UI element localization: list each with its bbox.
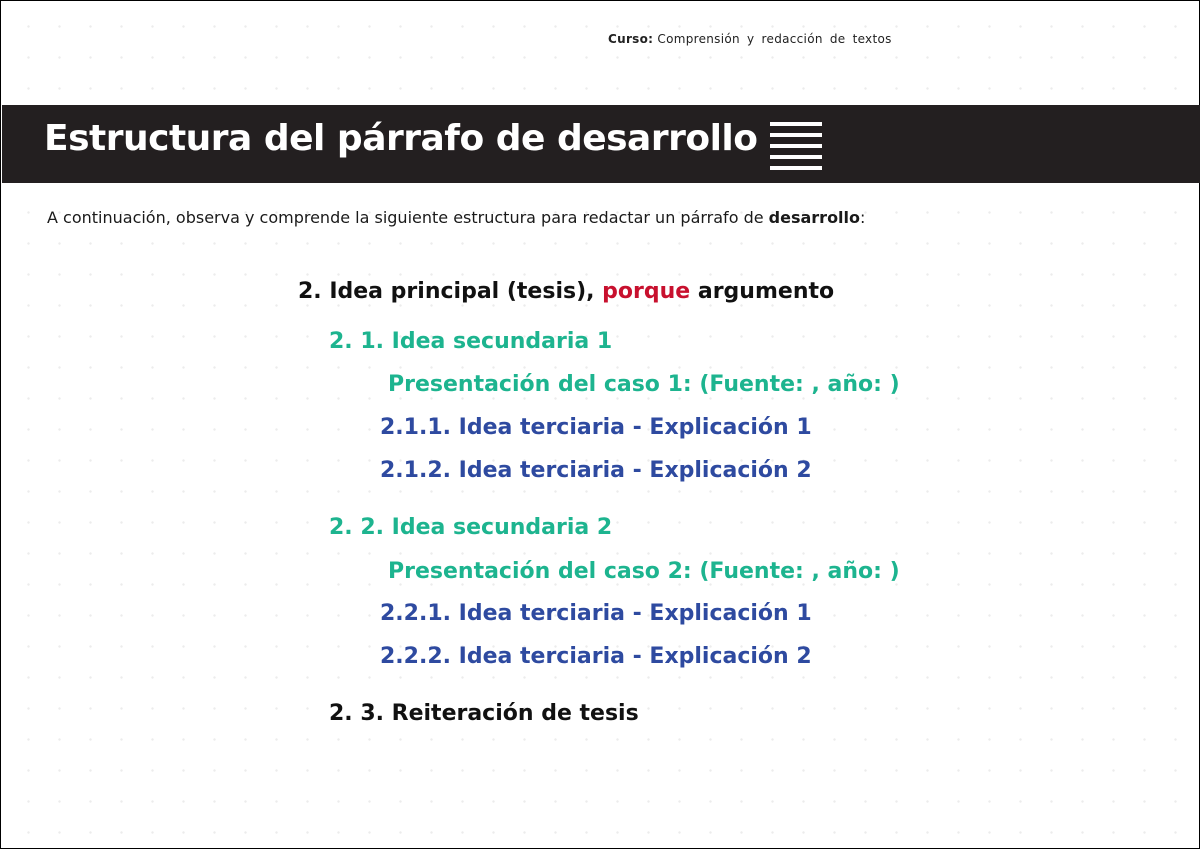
course-label: Curso: [608,32,654,46]
tertiary-idea-2-1: 2.2.1. Idea terciaria - Explicación 1 [380,601,812,626]
intro-text-before: A continuación, observa y comprende la siguiente estructura para redactar un párrafo de [47,208,769,227]
case-presentation-2: Presentación del caso 2: (Fuente: , año: ) [388,559,900,584]
intro-text-bold: desarrollo [768,208,861,227]
thesis-after: argumento [690,279,835,304]
tertiary-idea-2-2: 2.2.2. Idea terciaria - Explicación 2 [380,644,812,669]
case-presentation-1: Presentación del caso 1: (Fuente: , año: ) [388,372,900,397]
tertiary-idea-1-2: 2.1.2. Idea terciaria - Explicación 2 [380,458,812,483]
thesis-reiteration: 2. 3. Reiteración de tesis [329,701,639,726]
intro-text-after: : [860,208,866,227]
thesis-connector: porque [602,279,691,304]
thesis-line [298,279,834,304]
lines-icon [770,122,822,170]
thesis-before: 2. Idea principal (tesis), [298,279,603,304]
secondary-idea-1: 2. 1. Idea secundaria 1 [329,329,613,354]
page-title: Estructura del párrafo de desarrollo [44,118,758,159]
intro-text [47,208,865,227]
course-header [608,32,892,46]
title-banner [2,105,1200,183]
tertiary-idea-1-1: 2.1.1. Idea terciaria - Explicación 1 [380,415,812,440]
secondary-idea-2: 2. 2. Idea secundaria 2 [329,515,613,540]
course-name: Comprensión y redacción de textos [657,32,892,46]
